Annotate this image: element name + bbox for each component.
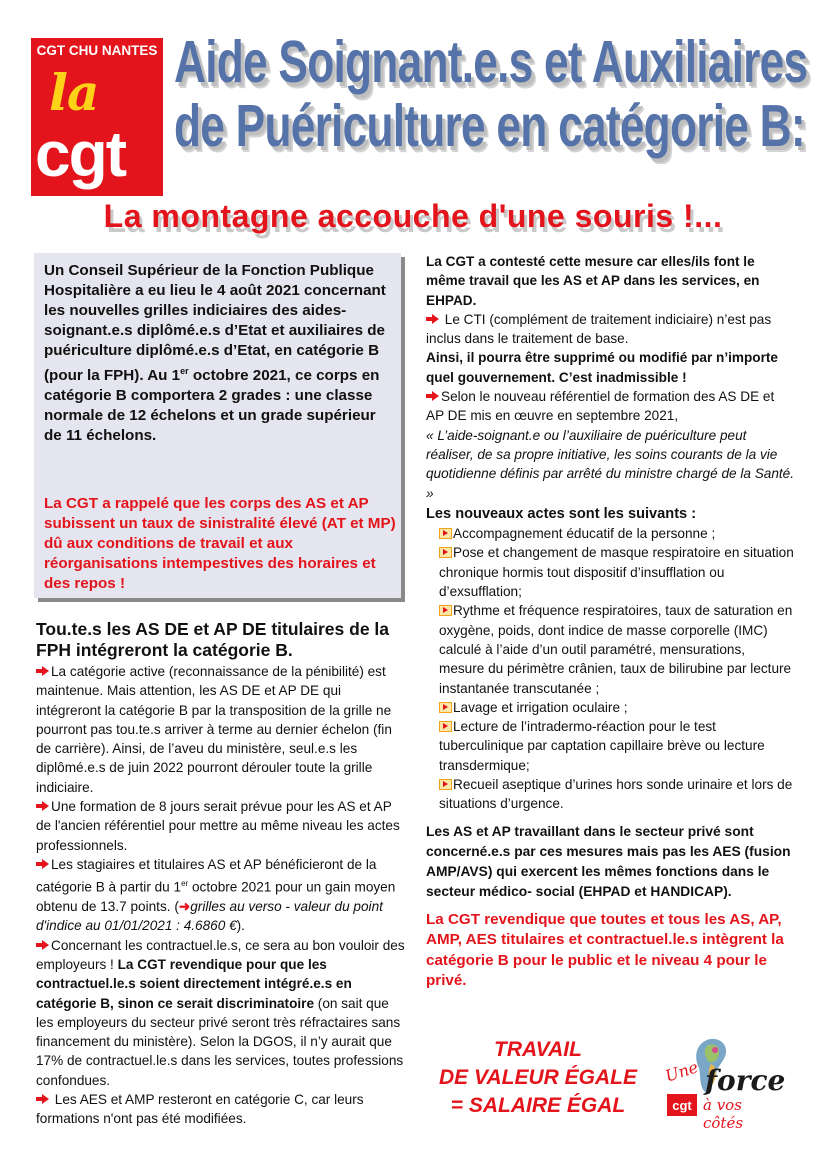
- right-column: [426, 252, 794, 992]
- list-item: Recueil aseptique d’urines hors sonde urinaire et lors de situations d’urgence.: [439, 777, 793, 812]
- right-bullet-1: Le CTI (complément de traitement indiciaire) n’est pas inclus dans le traitement de base.: [426, 311, 772, 347]
- left-bullet-4: Concernant les contractuel.le.s, ce sera au bon vouloir des employeurs ! La CGT revendique pour que les contractuel.le.s soient directement intégré.e.s en catégorie B, sinon ce serait discriminatoire (on sait que les employeurs du secteur privé seront très réfractaires sans financement du ministère). Selon la DGOS, il n’y aurait que 17% de contractuel.le.s dans les services, toutes professions confondues.: [36, 937, 405, 1088]
- arrow-bullet-icon: [439, 702, 452, 713]
- title-line-2: de Puériculture en catégorie B:: [174, 93, 805, 159]
- slogan: [432, 1036, 644, 1120]
- title-line-1: Aide Soignant.e.s et Auxiliaires: [174, 29, 808, 95]
- list-item: Lavage et irrigation oculaire ;: [426, 698, 794, 717]
- right-intro: La CGT a contesté cette mesure car elles/ils font le même travail que les AS et AP dans les services, en EHPAD.: [426, 254, 760, 308]
- cgt-logo: [31, 38, 163, 196]
- left-column: [36, 662, 408, 1129]
- acts-title: Les nouveaux actes sont les suivants :: [426, 505, 697, 522]
- arrow-bullet-icon: [439, 605, 452, 616]
- list-item: Lecture de l’intradermo-réaction pour le test tuberculinique par captation capillaire brève ou lecture transdermique;: [439, 719, 765, 773]
- arrow-bullet-icon: [36, 1094, 50, 1104]
- intro-box: [34, 253, 401, 598]
- right-claim: La CGT revendique que toutes et tous les AS, AP, AMP, AES titulaires et contractuel.le.s intègrent la catégorie B pour le public et le niveau 4 pour le privé.: [426, 910, 784, 990]
- arrow-bullet-icon: [36, 940, 50, 950]
- arrow-bullet-icon: [426, 314, 440, 324]
- list-item: Accompagnement éducatif de la personne ;: [426, 524, 794, 543]
- right-bullet-2: Selon le nouveau référentiel de formation des AS DE et AP DE mis en œuvre en septembre 2021,: [426, 389, 775, 424]
- logo-union-name: CGT CHU NANTES: [36, 43, 158, 58]
- slogan-line-3: = SALAIRE ÉGAL: [450, 1094, 626, 1117]
- list-item: Rythme et fréquence respiratoires, taux de saturation en oxygène, poids, dont indice de masse corporelle (IMC) calculé à l’aide d’un outil paramétré, mensurations, mesure du périmètre crânien, taux de bilirubine par lecture instantanée transcutanée ;: [439, 603, 793, 696]
- arrow-bullet-icon: [439, 779, 452, 790]
- intro-superscript: er: [180, 366, 189, 376]
- arrow-bullet-icon: [439, 547, 452, 558]
- arrow-bullet-icon: [36, 801, 50, 811]
- right-warning: Ainsi, il pourra être supprimé ou modifié par n’importe quel gouvernement. C’est inadmissible !: [426, 350, 778, 385]
- intro-risk-text: La CGT a rappelé que les corps des AS et AP subissent un taux de sinistralité élevé (AT et MP) dû aux conditions de travail et aux réorganisations intempestives des horaires et des repos !: [44, 495, 396, 592]
- logo-cgt: cgt: [35, 118, 125, 190]
- page-title: [174, 29, 808, 159]
- left-bullet-5: Les AES et AMP resteront en catégorie C, car leurs formations n'ont pas été modifiées.: [36, 1092, 364, 1127]
- force-logo: [662, 1036, 786, 1132]
- left-bullet-3: Les stagiaires et titulaires AS et AP bénéficieront de la catégorie B à partir du 1er octobre 2021 pour un gain moyen obtenu de 13.7 points. (➜grilles au verso - valeur du point d'indice au 01/01/2021 : 4.6860 €).: [36, 856, 396, 934]
- force-logo-cgt: cgt: [667, 1094, 697, 1116]
- arrow-bullet-icon: [439, 528, 452, 539]
- intro-part-1: Un Conseil Supérieur de la Fonction Publique Hospitalière a eu lieu le 4 août 2021 concernant les nouvelles grilles indiciaires des aides-soignant.e.s diplômé.e.s d’Etat et auxiliaires de puériculture diplômé.e.s d’Etat, en catégorie B (pour la FPH). Au 1: [44, 262, 386, 385]
- left-bullet-1: La catégorie active (reconnaissance de la pénibilité) est maintenue. Mais attention, les AS DE et AP DE qui intégreront la catégorie B par la transposition de la grille ne pourront pas tou.te.s arriver à terme au dernier échelon (fin de carrière). Ainsi, de l’aveu du ministère, seul.e.s les diplômé.e.s de juin 2022 pourront dérouler toute la grille indiciaire.: [36, 664, 392, 795]
- left-section-title: Tou.te.s les AS DE et AP DE titulaires de la FPH intégreront la catégorie B.: [36, 619, 390, 660]
- force-logo-avos: à vos côtés: [703, 1096, 744, 1132]
- intro-text: [44, 261, 396, 446]
- arrow-bullet-icon: [426, 391, 440, 401]
- arrow-bullet-icon: [36, 666, 50, 676]
- slogan-line-1: TRAVAIL: [494, 1038, 582, 1061]
- right-quote: « L’aide-soignant.e ou l’auxiliaire de puériculture peut réaliser, de sa propre initiative, les soins courants de la vie quotidienne définis par arrêté du ministre chargé de la Santé. »: [426, 427, 795, 501]
- acts-list: [426, 524, 794, 813]
- intro-part-2: octobre 2021, ce corps en catégorie B comportera 2 grades : une classe normale de 12 échelons et un grade supérieur de 11 échelons.: [44, 367, 380, 445]
- page-subtitle: La montagne accouche d'une souris !...: [103, 198, 723, 234]
- arrow-bullet-icon: [36, 859, 50, 869]
- logo-la: la: [49, 63, 99, 122]
- list-item: Pose et changement de masque respiratoire en situation chronique hormis tout dispositif d’insufflation ou d’exsufflation;: [439, 545, 794, 600]
- left-bullet-2: Une formation de 8 jours serait prévue pour les AS et AP de l'ancien référentiel pour mettre au même niveau les actes professionnels.: [36, 799, 400, 853]
- force-logo-force: force: [705, 1064, 786, 1097]
- slogan-line-2: DE VALEUR ÉGALE: [439, 1066, 637, 1089]
- force-logo-une: Une: [662, 1057, 701, 1086]
- arrow-right-icon: ➜: [178, 899, 191, 915]
- right-closing: Les AS et AP travaillant dans le secteur privé sont concerné.e.s par ces mesures mais pas les AES (fusion AMP/AVS) qui exercent les mêmes fonctions dans le secteur médico- social (EHPAD et HANDICAP).: [426, 823, 791, 899]
- arrow-bullet-icon: [439, 721, 452, 732]
